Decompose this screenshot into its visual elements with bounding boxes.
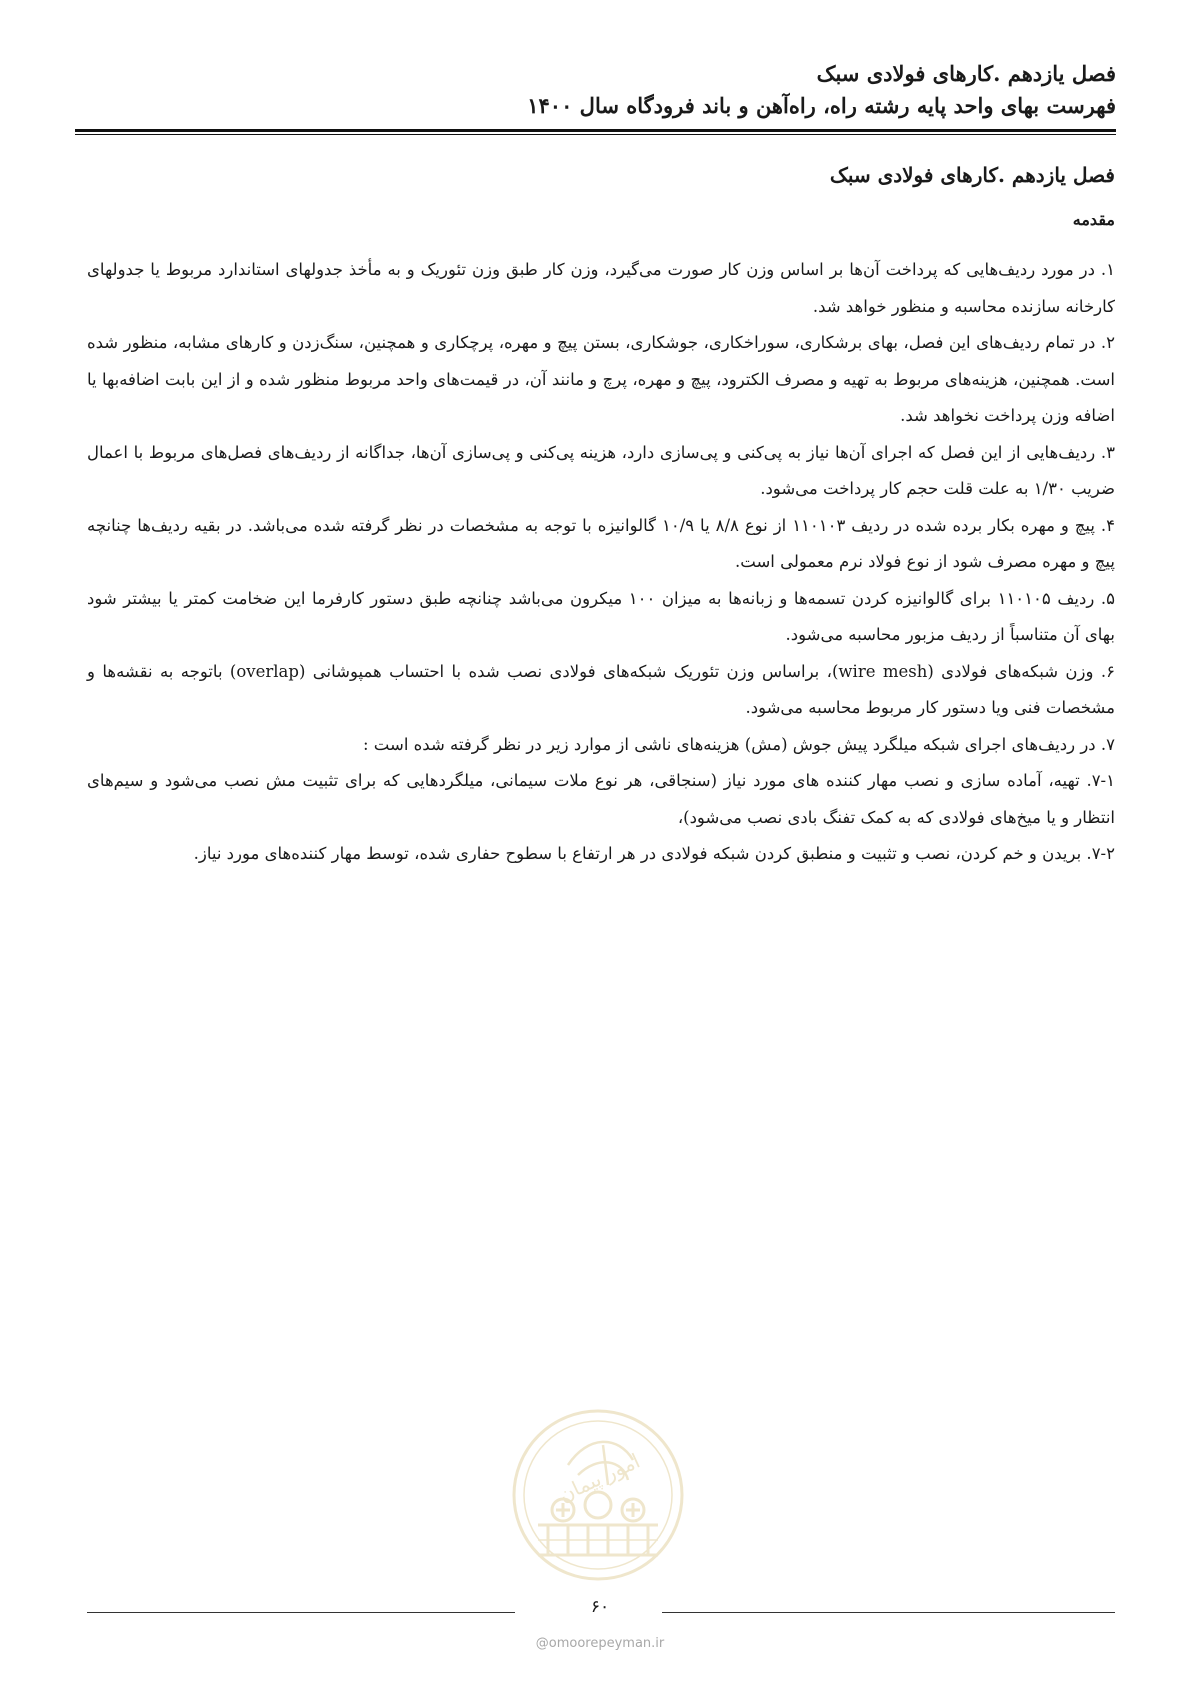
- paragraph-4: ۴. پیچ و مهره بکار برده شده در ردیف ۱۱۰۱۰۳ از نوع ۸/۸ یا ۱۰/۹ گالوانیزه با توجه به مشخصات در نظر گرفته شده می‌باشد. در بقیه ردیف‌ها چنانچه پیچ و مهره مصرف شود از نوع فولاد نرم معمولی است.: [87, 515, 1116, 571]
- footer-divider-right: [662, 1612, 1115, 1613]
- page-header: [76, 58, 1116, 122]
- site-watermark: @omoorepeyman.ir: [535, 1636, 665, 1651]
- intro-heading: مقدمه: [1072, 210, 1115, 229]
- paragraph-5: ۵. ردیف ۱۱۰۱۰۵ برای گالوانیزه کردن تسمه‌ها و زبانه‌ها به میزان ۱۰۰ میکرون می‌باشد چنانچه طبق دستور کارفرما این ضخامت کمتر یا بیشتر شود بهای آن متناسباً از ردیف مزبور محاسبه می‌شود.: [87, 588, 1116, 644]
- watermark-logo-text: امور پیمان: [554, 1448, 644, 1507]
- paragraph-7-1: ۷-۱. تهیه، آماده سازی و نصب مهار کننده های مورد نیاز (سنجاقی، هر نوع ملات سیمانی، میلگردهایی که برای تثبیت مش نصب می‌شود و سیم‌های انتظار و یا میخ‌های فولادی که به کمک تفنگ بادی نصب می‌شود)،: [87, 771, 1115, 827]
- footer-divider-left: [87, 1612, 515, 1613]
- header-chapter-title: فصل یازدهم .کارهای فولادی سبک: [816, 61, 1116, 86]
- paragraph-7: ۷. در ردیف‌های اجرای شبکه میلگرد پیش جوش (مش) هزینه‌های ناشی از موارد زیر در نظر گرفته شده است :: [363, 734, 1115, 754]
- paragraph-2: ۲. در تمام ردیف‌های این فصل، بهای برشکاری، سوراخکاری، جوشکاری، بستن پیچ و مهره، پرچکاری و همچنین، سنگ‌زدن و کارهای مشابه، منظور شده است. همچنین، هزینه‌های مربوط به تهیه و مصرف الکترود، پیچ و مهره، پرچ و مانند آن، در قیمت‌های واحد مربوط منظور شده و از این بابت اضافه‌بها یا اضافه وزن پرداخت نخواهد شد.: [87, 333, 1115, 425]
- paragraph-3: ۳. ردیف‌هایی از این فصل که اجرای آن‌ها نیاز به پی‌کنی و پی‌سازی دارد، هزینه پی‌کنی و پی‌سازی آن‌ها، جداگانه از ردیف‌های فصل‌های مربوط با اعمال ضریب ۱/۳۰ به علت قلت حجم کار پرداخت می‌شود.: [87, 442, 1115, 498]
- page-number: ۶۰: [590, 1597, 610, 1617]
- paragraph-6: ۶. وزن شبکه‌های فولادی (wire mesh)، براساس وزن تئوریک شبکه‌های فولادی نصب شده با احتساب همپوشانی (overlap) باتوجه به نقشه‌ها و مشخصات فنی ویا دستور کار مربوط محاسبه می‌شود.: [87, 661, 1115, 717]
- header-catalog-title: فهرست بهای واحد پایه رشته راه، راه‌آهن و باند فرودگاه سال ۱۴۰۰: [527, 93, 1116, 118]
- omoorepeyman-logo-icon: [508, 1405, 688, 1585]
- paragraph-7-2: ۷-۲. بریدن و خم کردن، نصب و تثبیت و منطبق کردن شبکه فولادی در هر ارتفاع با سطوح حفاری شده، توسط مهار کننده‌های مورد نیاز.: [193, 844, 1115, 863]
- header-divider: [75, 129, 1116, 135]
- chapter-title: فصل یازدهم .کارهای فولادی سبک: [829, 163, 1115, 187]
- page-body: [87, 160, 1115, 873]
- paragraph-1: ۱. در مورد ردیف‌هایی که پرداخت آن‌ها بر اساس وزن کار صورت می‌گیرد، وزن کار طبق وزن تئوریک و به مأخذ جدولهای استاندارد مربوط یا جدولهای کارخانه سازنده محاسبه و منظور خواهد شد.: [87, 260, 1115, 316]
